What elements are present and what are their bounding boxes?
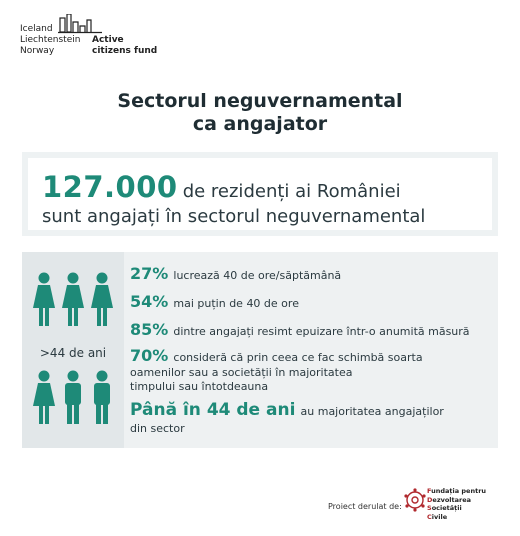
- stat-text: lucrează 40 de ore/săptămână: [173, 269, 342, 282]
- hero-line1: [42, 170, 401, 204]
- man-icon: [61, 370, 85, 426]
- title-line2: ca angajator: [192, 113, 328, 135]
- fdsc-logo-icon: [404, 488, 426, 522]
- title-line1: Sectorul neguvernamental: [117, 90, 403, 112]
- page-title: [0, 90, 520, 136]
- donor-countries: [20, 24, 80, 57]
- woman-icon: [90, 272, 114, 328]
- stat-item: [130, 292, 299, 311]
- age-stat: [130, 400, 444, 420]
- stat-item: [130, 320, 470, 339]
- age-stat-text-line2: din sector: [130, 422, 185, 435]
- stat-item: [130, 346, 423, 365]
- fdsc-name: [427, 487, 486, 521]
- age-label: >44 de ani: [39, 346, 107, 360]
- fund-name-line1: Active: [92, 35, 124, 45]
- org-line: Societății: [427, 504, 462, 512]
- fund-name-line2: citizens fund: [92, 46, 158, 56]
- stat-text-line2: oamenilor sau a societății în majoritatea: [130, 366, 353, 379]
- stat-percent: 27%: [130, 264, 169, 283]
- man-icon: [90, 370, 114, 426]
- stat-text: dintre angajați resimt epuizare într-o anumită măsură: [173, 325, 470, 338]
- woman-icon: [32, 370, 56, 426]
- hero-text1: de rezidenți ai României: [182, 181, 401, 202]
- stat-percent: 54%: [130, 292, 169, 311]
- woman-icon: [61, 272, 85, 328]
- hero-number: 127.000: [42, 170, 178, 204]
- age-stat-highlight: Până în 44 de ani: [130, 400, 296, 420]
- people-illustration: [22, 252, 124, 448]
- stat-percent: 85%: [130, 320, 169, 339]
- org-line: Fundația pentru: [427, 487, 487, 495]
- stats-panel: [22, 252, 498, 448]
- donor-country: Norway: [20, 46, 55, 56]
- stat-text: mai puțin de 40 de ore: [173, 297, 299, 310]
- age-stat-text: au majoritatea angajaților: [300, 405, 444, 418]
- stat-percent: 70%: [130, 346, 169, 365]
- org-line: Dezvoltarea: [427, 495, 472, 504]
- project-label: Proiect derulat de:: [328, 502, 402, 511]
- hero-text2: sunt angajați în sectorul neguvernamental: [42, 206, 426, 227]
- stat-text-line3: timpului sau întotdeauna: [130, 380, 269, 393]
- org-line: Civile: [427, 512, 448, 521]
- active-citizens-fund-logo: [20, 14, 160, 60]
- stat-item: [130, 264, 341, 283]
- donor-country: Liechtenstein: [20, 35, 81, 45]
- hero-stat-box: [22, 152, 498, 236]
- donor-country: Iceland: [20, 24, 53, 34]
- stat-text-continued: [130, 366, 353, 394]
- fund-name: [92, 35, 157, 57]
- woman-icon: [32, 272, 56, 328]
- stat-text: consideră că prin ceea ce fac schimbă soarta: [173, 351, 423, 364]
